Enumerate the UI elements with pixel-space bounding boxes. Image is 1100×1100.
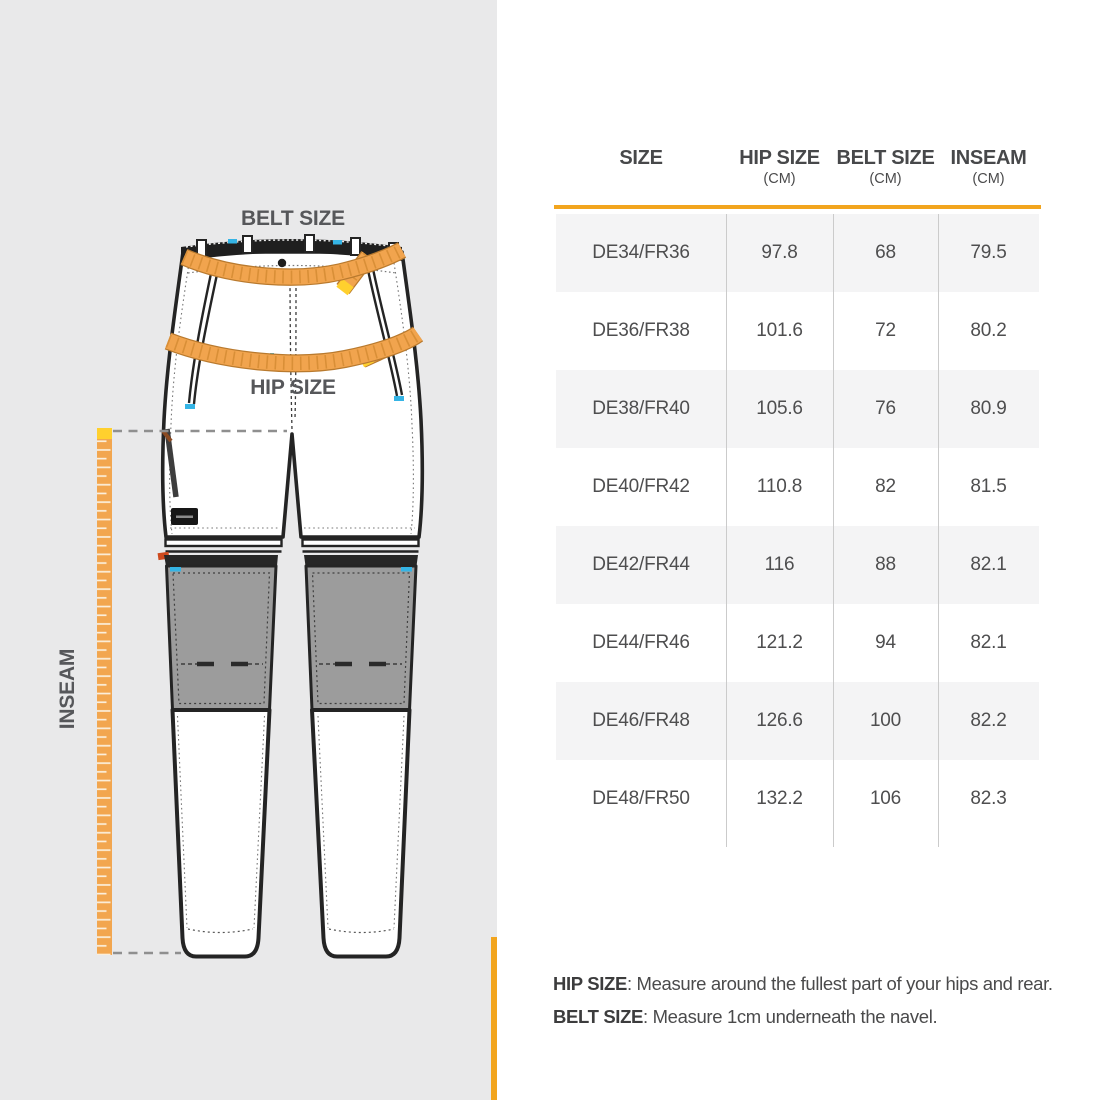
accent-bar (491, 937, 497, 1100)
belt-size-note-term: BELT SIZE (553, 1006, 644, 1027)
pants-illustration (0, 0, 497, 1100)
cell-belt: 76 (875, 398, 896, 419)
right-knee-panel (306, 566, 416, 710)
measurement-notes (553, 967, 1093, 1033)
cell-belt: 100 (869, 710, 902, 731)
hip-size-note-text: : Measure around the fullest part of your hips and rear. (626, 973, 1053, 994)
cell-hip: 105.6 (756, 398, 803, 419)
belt-size-label: BELT SIZE (241, 207, 345, 230)
cell-size: DE36/FR38 (592, 320, 690, 341)
table-row (556, 760, 1039, 838)
cell-inseam: 82.3 (970, 788, 1007, 809)
header-accent-rule (554, 205, 1041, 209)
cell-hip: 132.2 (756, 788, 803, 809)
cell-hip: 97.8 (761, 242, 798, 263)
hip-size-note (553, 967, 1093, 1000)
cell-size: DE48/FR50 (592, 788, 690, 809)
cell-belt: 68 (875, 242, 896, 263)
cell-size: DE38/FR40 (592, 398, 690, 419)
belt-size-note-text: : Measure 1cm underneath the navel. (643, 1006, 938, 1027)
table-row (556, 682, 1039, 760)
brand-label (171, 508, 198, 525)
cell-inseam: 81.5 (970, 476, 1007, 497)
cell-inseam: 80.2 (970, 320, 1007, 341)
cell-hip: 110.8 (756, 476, 803, 497)
cell-size: DE44/FR46 (592, 632, 690, 653)
cell-inseam: 82.1 (970, 632, 1007, 653)
table-row (556, 214, 1039, 292)
cyan-marker (401, 567, 412, 572)
size-table (556, 146, 1039, 809)
column-header-belt-size: BELT SIZE (CM) (836, 147, 935, 187)
table-header (556, 146, 1039, 188)
hip-size-note-term: HIP SIZE (553, 973, 627, 994)
cyan-marker (394, 396, 404, 401)
column-header-inseam: INSEAM (CM) (950, 147, 1027, 187)
table-row (556, 604, 1039, 682)
cell-hip: 116 (764, 554, 795, 575)
table-row (556, 448, 1039, 526)
table-body (556, 214, 1039, 838)
table-row (556, 370, 1039, 448)
cell-belt: 82 (875, 476, 896, 497)
table-row (556, 526, 1039, 604)
cyan-marker (185, 404, 195, 409)
cell-size: DE34/FR36 (592, 242, 690, 263)
cyan-marker (333, 240, 342, 245)
cell-hip: 101.6 (756, 320, 803, 341)
waist-button (278, 259, 286, 267)
right-leg (304, 555, 418, 957)
inseam-ruler-icon (97, 428, 112, 955)
illustration-panel (0, 0, 497, 1100)
left-knee-panel (167, 566, 277, 710)
cell-belt: 94 (875, 632, 896, 653)
cell-inseam: 80.9 (970, 398, 1007, 419)
column-header-hip-size: HIP SIZE (CM) (739, 147, 820, 187)
belt-size-note (553, 1000, 1093, 1033)
cell-size: DE42/FR44 (592, 554, 690, 575)
column-divider (833, 214, 834, 847)
cell-inseam: 82.1 (970, 554, 1007, 575)
cell-size: DE40/FR42 (592, 476, 690, 497)
column-header-size: SIZE (619, 147, 663, 169)
cell-belt: 106 (869, 788, 902, 809)
cyan-marker (228, 239, 237, 244)
cyan-marker (170, 567, 181, 572)
inseam-label: INSEAM (56, 648, 79, 730)
cell-inseam: 82.2 (970, 710, 1007, 731)
cell-inseam: 79.5 (970, 242, 1007, 263)
zip-off-junction (166, 540, 419, 552)
cell-hip: 126.6 (756, 710, 803, 731)
column-divider (938, 214, 939, 847)
column-divider (726, 214, 727, 847)
cell-size: DE46/FR48 (592, 710, 690, 731)
left-leg (158, 552, 278, 957)
cell-belt: 72 (875, 320, 896, 341)
hip-size-label: HIP SIZE (250, 376, 336, 399)
table-row (556, 292, 1039, 370)
cell-belt: 88 (875, 554, 896, 575)
cell-hip: 121.2 (756, 632, 803, 653)
